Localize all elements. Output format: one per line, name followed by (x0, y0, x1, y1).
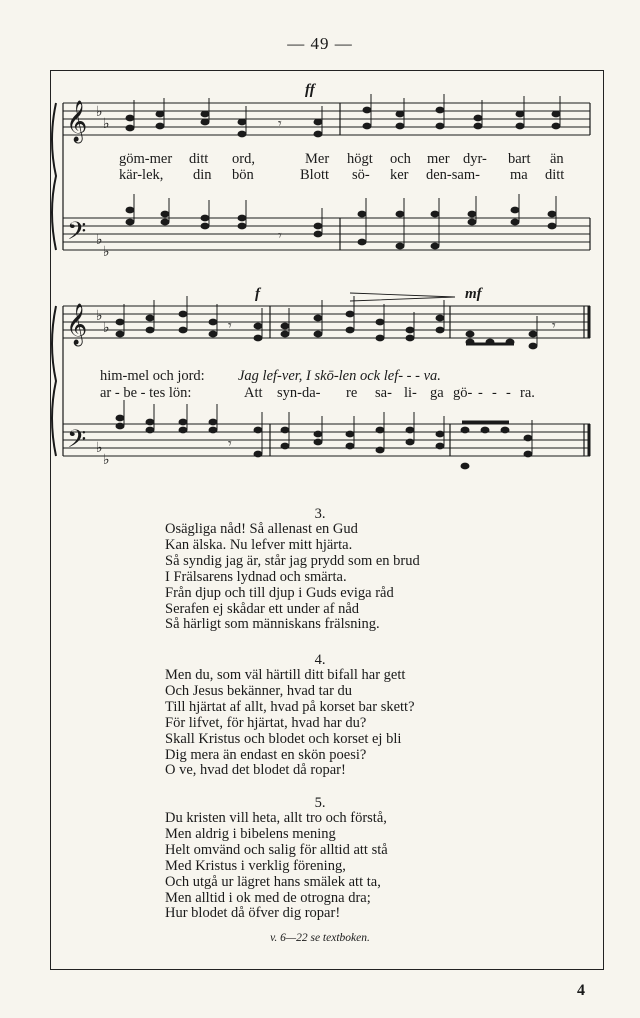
verse-line: Skall Kristus och blodet och korset ej bli (165, 730, 402, 747)
svg-text:♭: ♭ (96, 104, 103, 120)
lyric-syllable: syn-da- (277, 385, 321, 401)
lyric-syllable: li- (404, 385, 417, 401)
lyric-syllable: - (492, 385, 497, 401)
verse-line: För lifvet, för hjärtat, hvad har du? (165, 714, 367, 731)
system1-treble-staff (63, 103, 590, 135)
verse-line: Med Kristus i verklig förening, (165, 857, 346, 874)
verse-line: Till hjärtat af allt, hvad på korset bar skett? (165, 698, 415, 715)
system2-brace (52, 306, 56, 456)
verse-line: I Frälsarens lydnad och smärta. (165, 568, 347, 585)
system1-bass-notes (126, 207, 557, 250)
svg-text:𝄾: 𝄾 (278, 228, 282, 244)
lyric-syllable: sa- (375, 385, 392, 401)
dynamic-f: f (255, 286, 260, 302)
lyric-syllable: ditt (189, 151, 209, 167)
svg-text:♭: ♭ (96, 232, 103, 248)
lyric-syllable: ar - be - tes lön: (100, 385, 192, 401)
svg-text:♭: ♭ (103, 116, 110, 132)
lyric-syllable: ditt (545, 167, 565, 183)
lyric-syllable: den-sam- (426, 167, 480, 183)
lyric-syllable: än (550, 151, 564, 167)
svg-text:♭: ♭ (103, 452, 110, 468)
verse-line: Serafen ej skådar ett under af nåd (165, 600, 360, 617)
svg-text:𝄾: 𝄾 (552, 318, 556, 334)
lyric-syllable: mer (427, 151, 450, 167)
lyric-syllable: Mer (305, 151, 330, 167)
bass-clef-icon: 𝄢 (67, 425, 87, 460)
svg-text:♭: ♭ (103, 320, 110, 336)
lyric-syllable: gö- (453, 385, 473, 401)
lyric-syllable: bart (508, 151, 531, 167)
svg-text:𝄾: 𝄾 (278, 116, 282, 132)
verse-line: O ve, hvad det blodet då ropar! (165, 762, 346, 779)
lyric-syllable: göm-mer (119, 151, 173, 167)
lyric-syllable: Att (244, 385, 263, 401)
lyric-syllable: dyr- (463, 151, 487, 167)
verse-line: Men du, som väl härtill ditt bifall har gett (165, 667, 406, 683)
verse-line: Och Jesus bekänner, hvad tar du (165, 682, 353, 699)
verse-block (165, 522, 420, 633)
verse-block (165, 668, 415, 779)
verse-number: 3. (314, 506, 326, 522)
verse-number: 5. (314, 795, 326, 811)
verse-line: Men alltid i ok med de otrogna dra; (165, 889, 371, 906)
svg-text:♭: ♭ (96, 440, 103, 456)
verse-line: Helt omvänd och salig för alltid att stå (165, 841, 388, 858)
sheet-number: 4 (577, 982, 585, 999)
music-notation (0, 0, 640, 500)
lyric-syllable: sö- (352, 167, 370, 183)
verse-line: Så syndig jag är, står jag prydd som en brud (165, 552, 420, 569)
verse-line: Men aldrig i bibelens mening (165, 825, 336, 842)
lyric-syllable: - (506, 385, 511, 401)
lyric-syllable: ra. (520, 385, 535, 401)
svg-text:𝄾: 𝄾 (228, 436, 232, 452)
page-number: — 49 — (287, 34, 353, 53)
lyric-syllable: din (193, 167, 212, 183)
verse-line: Kan älska. Nu lefver mitt hjärta. (165, 536, 353, 553)
lyric-syllable: ker (390, 167, 409, 183)
lyric-syllable: ma (510, 167, 528, 183)
verse-line: Osägliga nåd! Så allenast en Gud (165, 521, 358, 537)
lyric-line-italic: Jag lef-ver, I skō-len ock lef- - - va. (238, 368, 441, 384)
verse-block (165, 811, 388, 922)
treble-clef-icon: 𝄞 (66, 304, 88, 345)
verse-line: Så härligt som människans frälsning. (165, 616, 380, 633)
lyric-syllable: re (346, 385, 358, 401)
footnote: v. 6—22 se textboken. (270, 932, 370, 944)
verse-line: Dig mera än endast en skön poesi? (165, 746, 367, 763)
verse-line: Från djup och till djup i Guds eviga råd (165, 584, 394, 601)
lyric-syllable: och (390, 151, 411, 167)
lyric-syllable: ord, (232, 151, 255, 167)
verse-line: Hur blodet då öfver dig ropar! (165, 905, 341, 922)
system2-bass-staff (63, 424, 590, 456)
svg-text:𝄾: 𝄾 (228, 318, 232, 334)
system1-brace (52, 103, 56, 250)
bass-clef-icon: 𝄢 (67, 217, 87, 252)
lyric-syllable: bön (232, 167, 254, 183)
lyric-syllable: ga (430, 385, 444, 401)
lyric-syllable: - (478, 385, 483, 401)
lyric-syllable: Blott (300, 167, 330, 183)
lyric-syllable: högt (347, 151, 373, 167)
treble-clef-icon: 𝄞 (66, 101, 88, 142)
dynamic-ff: ff (305, 82, 315, 98)
lyric-syllable: kär-lek, (119, 167, 164, 183)
verse-line: Och utgå ur lägret hans smälek att ta, (165, 873, 381, 890)
system2-treble-staff (63, 306, 590, 338)
verse-number: 4. (314, 652, 326, 668)
svg-text:♭: ♭ (103, 244, 110, 260)
verse-line: Du kristen vill heta, allt tro och förstå, (165, 810, 387, 826)
dynamic-mf: mf (465, 286, 482, 302)
svg-text:♭: ♭ (96, 308, 103, 324)
lyric-line-roman: him-mel och jord: (100, 368, 205, 384)
